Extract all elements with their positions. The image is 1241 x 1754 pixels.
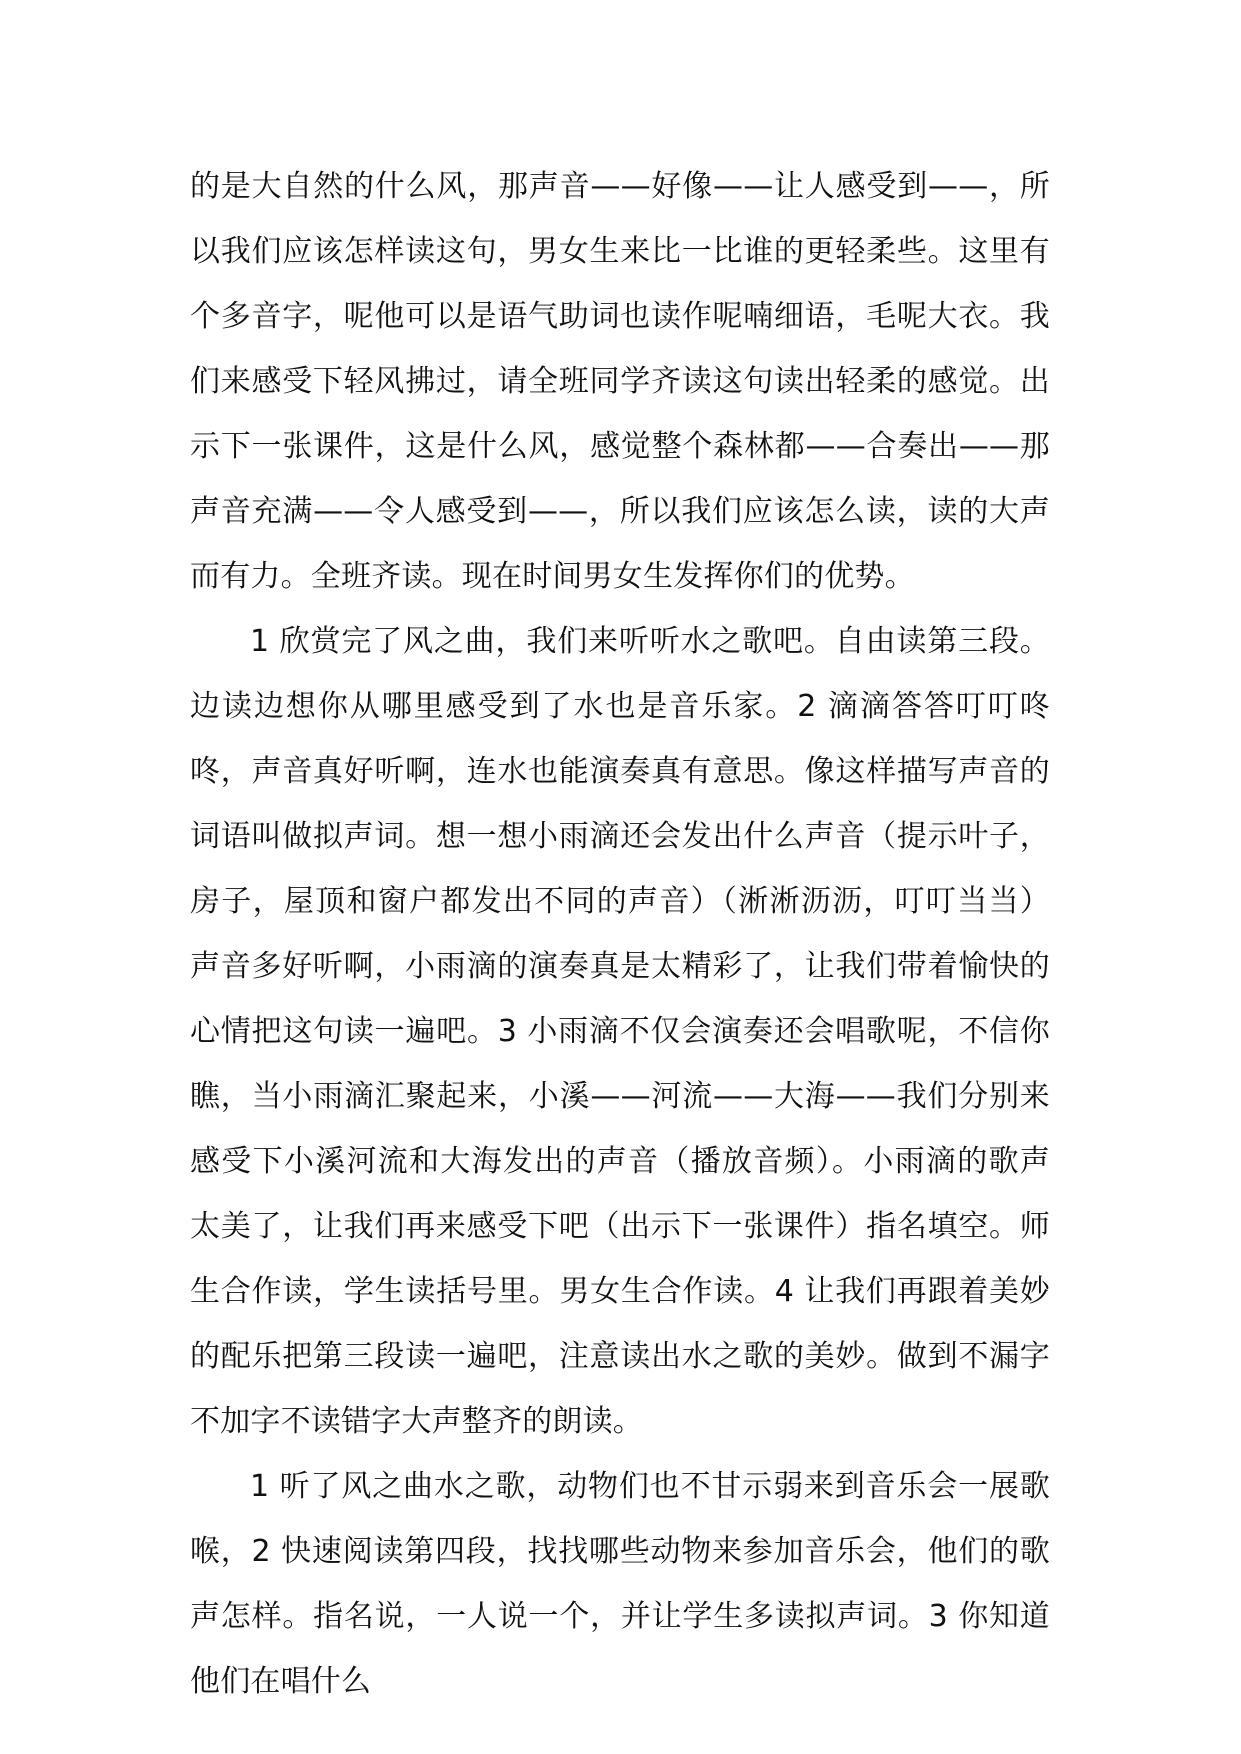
paragraph-water-song: 1 欣赏完了风之曲，我们来听听水之歌吧。自由读第三段。边读边想你从哪里感受到了水也是音乐家。2 滴滴答答叮叮咚咚，声音真好听啊，连水也能演奏真有意思。像这样描写声音的词语叫做拟声词。想一想小雨滴还会发出什么声音（提示叶子，房子，屋顶和窗户都发出不同的声音）（淅淅沥沥，叮叮当当）声音多好听啊，小雨滴的演奏真是太精彩了，让我们带着愉快的心情把这句读一遍吧。3 小雨滴不仅会演奏还会唱歌呢，不信你瞧，当小雨滴汇聚起来，小溪——河流——大海——我们分别来感受下小溪河流和大海发出的声音（播放音频）。小雨滴的歌声太美了，让我们再来感受下吧（出示下一张课件）指名填空。师生合作读，学生读括号里。男女生合作读。4 让我们再跟着美妙的配乐把第三段读一遍吧，注意读出水之歌的美妙。做到不漏字不加字不读错字大声整齐的朗读。: [190, 624, 1050, 1439]
paragraph-wind-reading: 的是大自然的什么风，那声音——好像——让人感受到——，所以我们应该怎样读这句，男女生来比一比谁的更轻柔些。这里有个多音字，呢他可以是语气助词也读作呢喃细语，毛呢大衣。我们来感受下轻风拂过，请全班同学齐读这句读出轻柔的感觉。出示下一张课件，这是什么风，感觉整个森林都——合奏出——那声音充满——令人感受到——，所以我们应该怎么读，读的大声而有力。全班齐读。现在时间男女生发挥你们的优势。: [190, 169, 1050, 594]
paragraph-animal-concert: 1 听了风之曲水之歌，动物们也不甘示弱来到音乐会一展歌喉，2 快速阅读第四段，找找哪些动物来参加音乐会，他们的歌声怎样。指名说，一人说一个，并让学生多读拟声词。3 你知道他们在唱什么: [190, 1469, 1050, 1699]
document-body: [190, 154, 1050, 1714]
